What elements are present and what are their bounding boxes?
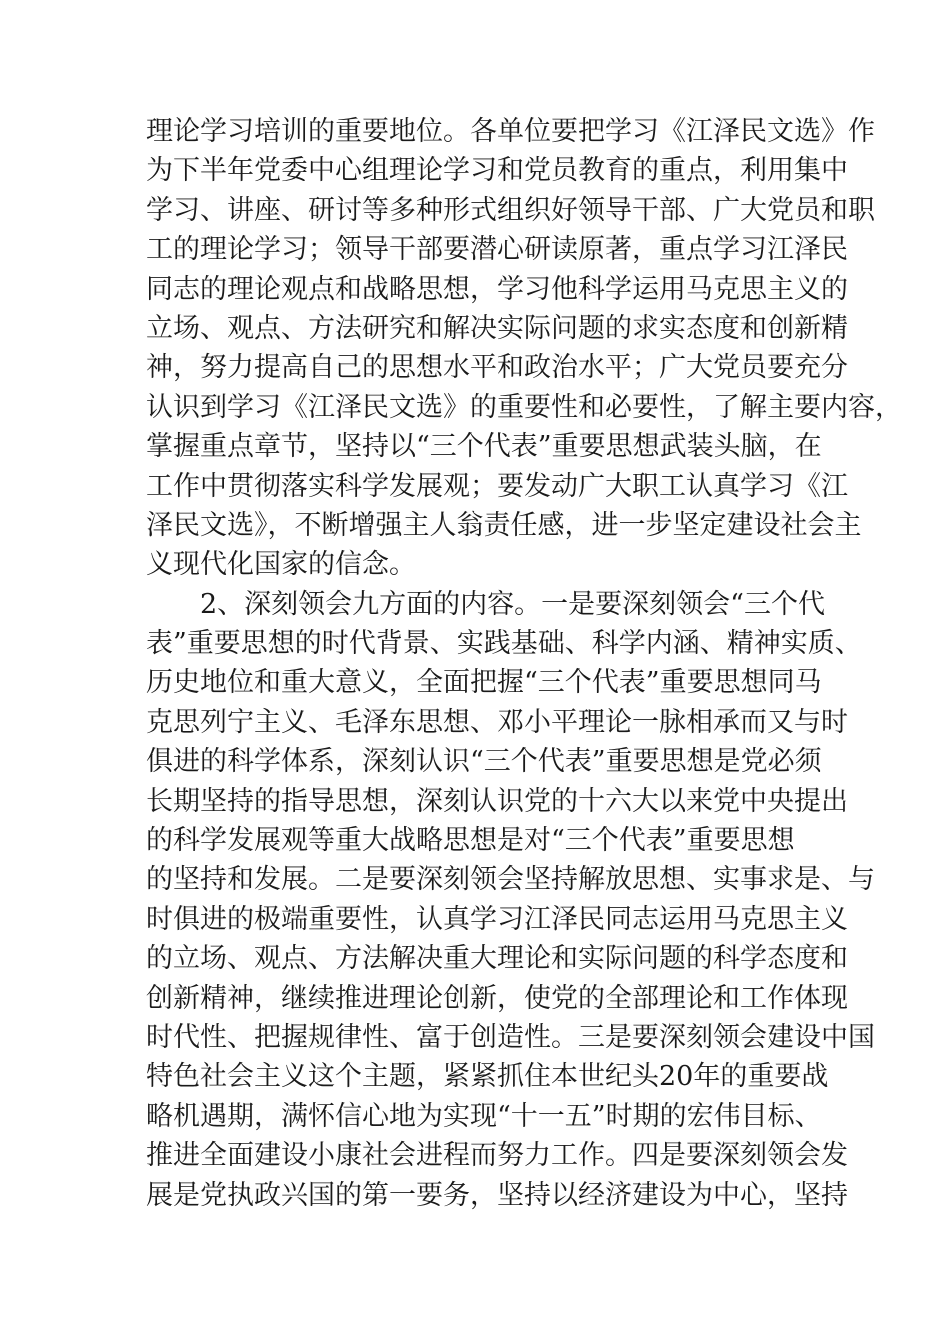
text-line: 同志的理论观点和战略思想，学习他科学运用马克思主义的 [146, 273, 848, 305]
text-line: 的立场、观点、方法解决重大理论和实际问题的科学态度和 [146, 943, 848, 975]
text-line: 创新精神，继续推进理论创新，使党的全部理论和工作体现 [146, 982, 848, 1014]
text-line: 推进全面建设小康社会进程而努力工作。四是要深刻领会发 [146, 1140, 848, 1172]
text-line: 时俱进的极端重要性，认真学习江泽民同志运用马克思主义 [146, 903, 848, 935]
text-line: 掌握重点章节，坚持以“三个代表”重要思想武装头脑，在 [146, 431, 822, 463]
body-text [146, 112, 902, 1215]
text-line: 理论学习培训的重要地位。各单位要把学习《江泽民文选》作 [146, 116, 875, 147]
text-line: 学习、讲座、研讨等多种形式组织好领导干部、广大党员和职 [146, 194, 875, 226]
paragraph-2-first-line: 2、深刻领会九方面的内容。一是要深刻领会“三个代 [146, 588, 825, 620]
text-line: 的科学发展观等重大战略思想是对“三个代表”重要思想 [146, 825, 795, 857]
text-line: 长期坚持的指导思想，深刻认识党的十六大以来党中央提出 [146, 785, 848, 817]
text-line: 历史地位和重大意义，全面把握“三个代表”重要思想同马 [146, 667, 822, 699]
text-line: 的坚持和发展。二是要深刻领会坚持解放思想、实事求是、与 [146, 864, 875, 896]
text-line: 神，努力提高自己的思想水平和政治水平；广大党员要充分 [146, 352, 848, 384]
text-line: 为下半年党委中心组理论学习和党员教育的重点，利用集中 [146, 155, 848, 187]
text-line: 克思列宁主义、毛泽东思想、邓小平理论一脉相承而又与时 [146, 706, 848, 738]
text-line: 泽民文选》，不断增强主人翁责任感，进一步坚定建设社会主 [146, 509, 862, 541]
text-line: 工作中贯彻落实科学发展观；要发动广大职工认真学习《江 [146, 470, 848, 502]
text-line: 工的理论学习；领导干部要潜心研读原著，重点学习江泽民 [146, 234, 848, 266]
text-line: 展是党执政兴国的第一要务，坚持以经济建设为中心，坚持 [146, 1179, 848, 1211]
text-line: 时代性、把握规律性、富于创造性。三是要深刻领会建设中国 [146, 1021, 875, 1053]
text-line: 俱进的科学体系，深刻认识“三个代表”重要思想是党必须 [146, 746, 822, 778]
text-line: 认识到学习《江泽民文选》的重要性和必要性，了解主要内容， [146, 391, 902, 423]
text-line: 略机遇期，满怀信心地为实现“十一五”时期的宏伟目标、 [146, 1100, 822, 1132]
text-line: 立场、观点、方法研究和解决实际问题的求实态度和创新精 [146, 312, 848, 344]
text-line: 表”重要思想的时代背景、实践基础、科学内涵、精神实质、 [146, 628, 862, 660]
text-line: 特色社会主义这个主题，紧紧抓住本世纪头20年的重要战 [146, 1061, 829, 1093]
text-line: 义现代化国家的信念。 [146, 549, 416, 581]
